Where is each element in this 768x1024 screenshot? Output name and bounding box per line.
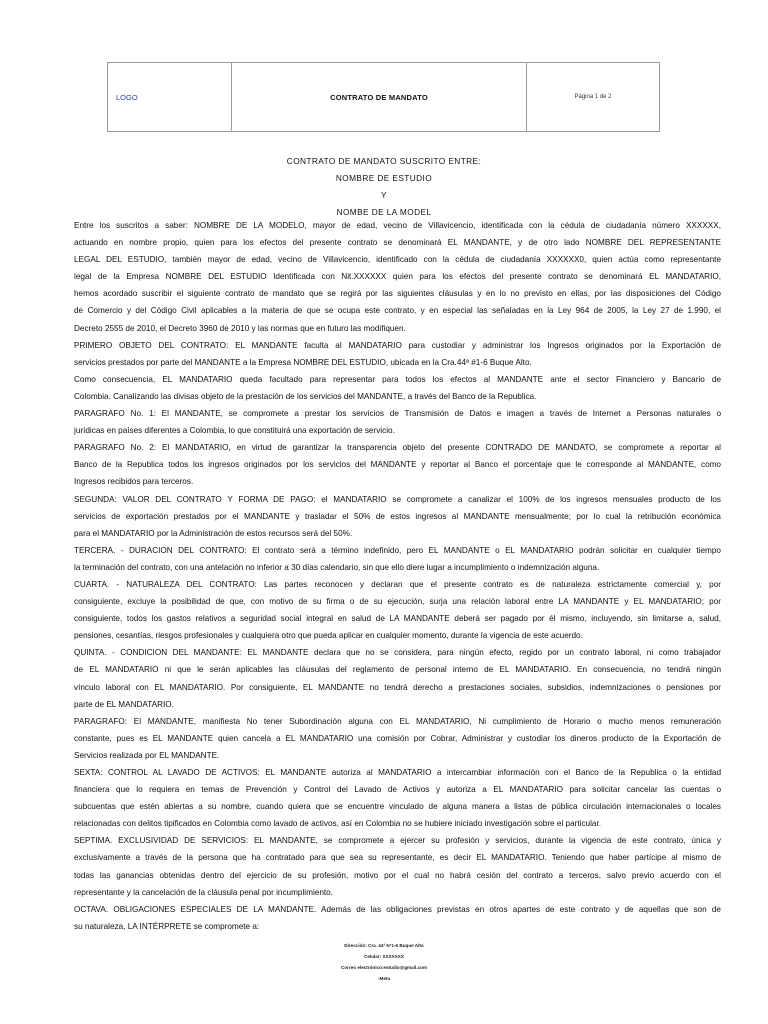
paragraph-line: consiguiente, todos los gastos relativos a seguridad social integral en salud de LA MANDANTE deberá ser pagado por él mismo, incluyendo, sin limitarse a, salud, bbox=[74, 614, 721, 624]
contract-paragraph bbox=[74, 901, 721, 935]
paragraph-line: pensiones, cesantías, riesgos profesionales y cualquiera otro que pueda aplicar en cualquier momento, durante la vigencia de este acuerdo. bbox=[74, 631, 583, 641]
paragraph-line: hemos acordado suscribir el siguiente contrato de mandato que se regirá por las siguientes cláusulas y en lo no previsto en ellas, por las disposiciones del Código bbox=[74, 289, 721, 299]
paragraph-line: representante y la cancelación de la cláusula penal por incumplimiento. bbox=[74, 887, 333, 897]
paragraph-line: de Comercio y del Código Civil aplicables a la materia de que se ocupa este contrato, y en especial las señaladas en la Ley 964 de 2005, la Ley 27 de 1.990, el bbox=[74, 306, 721, 316]
document-header-title: CONTRATO DE MANDATO bbox=[232, 63, 527, 131]
contract-paragraph bbox=[74, 644, 721, 712]
paragraph-line: subcuentas que estén abiertas a su nombre, cuando quiera que se encuentre vinculado de alguna manera a listas de pública circulación internacionales o locales bbox=[74, 802, 721, 812]
footer bbox=[0, 940, 768, 984]
paragraph-line: jurídicas en países diferentes a Colombia, lo que constituirá una exportación de servicio. bbox=[74, 426, 395, 436]
title-conjunction: Y bbox=[381, 190, 387, 200]
paragraph-line: vínculo laboral con EL MANDATARIO. Por consiguiente, EL MANDANTE no tendrá derecho a prestaciones sociales, subsidios, indemnizaciones o pensiones por bbox=[74, 682, 721, 692]
paragraph-line: Colombia. Canalizando las divisas objeto de la prestación de los servicios del MANDANTE, a través del Banco de la Republica. bbox=[74, 391, 537, 401]
paragraph-line: QUINTA. - CONDICION DEL MANDANTE: EL MANDANTE declara que no se considera, para ningún efecto, regido por un contrato laboral, ni como trabajador bbox=[74, 648, 721, 658]
paragraph-line: todas las ganancias obtenidas dentro del ejercicio de su profesión, motivo por el cual no habrá cesión del contrato a terceros, salvo previo acuerdo con el bbox=[74, 870, 721, 880]
model-name: NOMBE DE LA MODEL bbox=[336, 207, 432, 217]
paragraph-line: OCTAVA. OBLIGACIONES ESPECIALES DE LA MANDANTE. Además de las obligaciones previstas en otros apartes de este contrato y de aquellas que son de bbox=[74, 904, 721, 914]
paragraph-line: Banco de la Republica todos los ingresos originados por los servicios del MANDANTE y reportar al Banco el porcentaje que le corresponde al MANDANTE, como bbox=[74, 460, 721, 470]
contract-paragraph bbox=[74, 405, 721, 439]
studio-name: NOMBRE DE ESTUDIO bbox=[335, 173, 433, 183]
page-number: Página 1 de 2 bbox=[574, 94, 612, 100]
paragraph-line: Decreto 2555 de 2010, el Decreto 3960 de 2010 y las normas que en futuro las modifiquen. bbox=[74, 323, 406, 333]
paragraph-line: PARAGRAFO No. 2: El MANDATARIO, en virtud de garantizar la transparencia objeto del presente CONTRADO DE MANDATO, se compromete a reportar al bbox=[74, 443, 721, 453]
paragraph-line: de EL MANDATARIO ni que le serán aplicables las cláusulas del reglamento de personal interno de EL MANDATARIO. En consecuencia, no tendrá ningún bbox=[74, 665, 721, 675]
contract-paragraph bbox=[74, 371, 721, 405]
footer-region: -Meta bbox=[378, 976, 390, 981]
paragraph-line: PARAGRAFO: El MANDANTE, manifiesta No tener Subordinación alguna con EL MANDATARIO, Ni cumplimiento de Horario o mucho menos remuneración bbox=[74, 716, 721, 726]
paragraph-line: servicios prestados por parte del MANDANTE a la Empresa NOMBRE DEL ESTUDIO, ubicada en la Cra.44ª #1-6 Buque Alto. bbox=[74, 357, 532, 367]
contract-paragraph bbox=[74, 542, 721, 576]
paragraph-line: consiguiente, excluye la posibilidad de que, con motivo de su firma o de su ejecución, surja una relación laboral entre LA MANDANTE y EL MANDATARIO; por bbox=[74, 597, 721, 607]
paragraph-line: SEXTA: CONTROL AL LAVADO DE ACTIVOS: EL MANDANTE autoriza al MANDATARIO a intercambiar información con el Banco de la Republica o la entidad bbox=[74, 768, 721, 777]
footer-email: Correo electrónico:estudio@gmail.com bbox=[341, 965, 427, 970]
paragraph-line: TERCERA. - DURACION DEL CONTRATO: El contrato será a término indefinido, pero EL MANDANTE o EL MANDATARIO podrán solicitar en cualquier tiempo bbox=[74, 545, 721, 555]
paragraph-line: PARAGRAFO No. 1: El MANDANTE, se compromete a prestar los servicios de Transmisión de Datos e imagen a través de Internet a Personas naturales o bbox=[74, 409, 721, 419]
paragraph-line: la terminación del contrato, con una antelación no inferior a 30 días calendario, sin que ello diere lugar a incumplimiento o indemnización alguna. bbox=[74, 562, 600, 572]
contract-paragraph bbox=[74, 832, 721, 900]
footer-phone: Celular: XXXXXXX bbox=[364, 954, 404, 959]
contract-paragraph bbox=[74, 576, 721, 644]
paragraph-line: PRIMERO OBJETO DEL CONTRATO: EL MANDANTE faculta al MANDATARIO para custodiar y administrar los Ingresos originados por la Exportación de bbox=[74, 340, 721, 350]
paragraph-line: su naturaleza, LA INTÉRPRETE se compromete a: bbox=[74, 921, 260, 931]
paragraph-line: actuando en nombre propio, quien para los efectos del presente contrato se denominará EL MANDANTE, y de otro lado NOMBRE DEL REPRESENTANTE bbox=[74, 238, 721, 248]
header-table bbox=[107, 62, 660, 132]
paragraph-line: legal de la Empresa NOMBRE DEL ESTUDIO Identificada con Nit.XXXXXX quien para los efectos del presente contrato se denominará EL MANDATARIO, bbox=[74, 272, 721, 282]
contract-paragraph bbox=[74, 217, 721, 337]
paragraph-line: Entre los suscritos a saber: NOMBRE DE LA MODELO, mayor de edad, vecino de Villavicencio, identificada con la cédula de ciudadanía número XXXXXX, bbox=[74, 221, 721, 230]
paragraph-line: Ingresos recibidos para terceros. bbox=[74, 477, 194, 487]
contract-paragraph bbox=[74, 713, 721, 764]
paragraph-line: Como consecuencia, EL MANDATARIO queda facultado para representar para todos los efectos al MANDANTE ante el sector Financiero y Bancario de bbox=[74, 374, 721, 384]
contract-paragraph bbox=[74, 764, 721, 832]
contract-paragraph bbox=[74, 491, 721, 542]
contract-paragraph bbox=[74, 439, 721, 490]
paragraph-line: relacionadas con delitos tipificados en Colombia como lavado de activos, así en Colombia no se hubiere iniciado investigación sobre el particular. bbox=[74, 819, 602, 829]
paragraph-line: parte de EL MANDATARIO. bbox=[74, 699, 174, 709]
logo: LOGO bbox=[108, 63, 232, 131]
paragraph-line: SEGUNDA: VALOR DEL CONTRATO Y FORMA DE PAGO: el MANDATARIO se compromete a canalizar el 100% de los ingresos mensuales producto de los bbox=[74, 494, 721, 504]
contract-title: CONTRATO DE MANDATO SUSCRITO ENTRE: bbox=[286, 156, 482, 166]
paragraph-line: para el MANDATARIO por la Administración de estos recursos será del 50%. bbox=[74, 528, 353, 538]
paragraph-line: CUARTA. - NATURALEZA DEL CONTRATO: Las partes reconocen y declaran que el presente contrato es de naturaleza estrictamente comercial y, por bbox=[74, 579, 721, 589]
footer-address: Dirección: Cra. 44ª N°1-6 Buque Alto bbox=[344, 943, 424, 948]
contract-title-block bbox=[0, 153, 768, 221]
paragraph-line: SEPTIMA. EXCLUSIVIDAD DE SERVICIOS: EL MANDANTE, se compromete a ejercer su profesión y servicios, durante la vigencia de este contrato, única y bbox=[74, 836, 721, 846]
paragraph-line: financiera que lo requiera en temas de Prevención y Control del Lavado de Activos y autoriza a EL MANDATARIO para solicitar cancelar las cuentas o bbox=[74, 785, 721, 795]
paragraph-line: LEGAL DEL ESTUDIO, también mayor de edad, vecino de Villavicencio, identificado con la cédula de ciudadanía XXXXXX0, quien actúa como representante bbox=[74, 255, 721, 265]
paragraph-line: exclusivamente a través de la persona que ha contratado para que sea su representante, es decir EL MANDATARIO. Teniendo que haber partícipe al mismo de bbox=[74, 853, 721, 863]
contract-body bbox=[74, 217, 721, 935]
paragraph-line: constante, pues es EL MANDANTE quien cancela a EL MANDATARIO una comisión por Cobrar, Administrar y custodiar los dineros producto de la Exportación de bbox=[74, 733, 721, 743]
contract-paragraph bbox=[74, 337, 721, 371]
paragraph-line: Servicios realizada por EL MANDANTE. bbox=[74, 750, 220, 760]
paragraph-line: servicios de exportación prestados por el MANDANTE y trasladar el 50% de estos ingresos al MANDANTE mensualmente; por lo cual la retribución económica bbox=[74, 511, 721, 521]
